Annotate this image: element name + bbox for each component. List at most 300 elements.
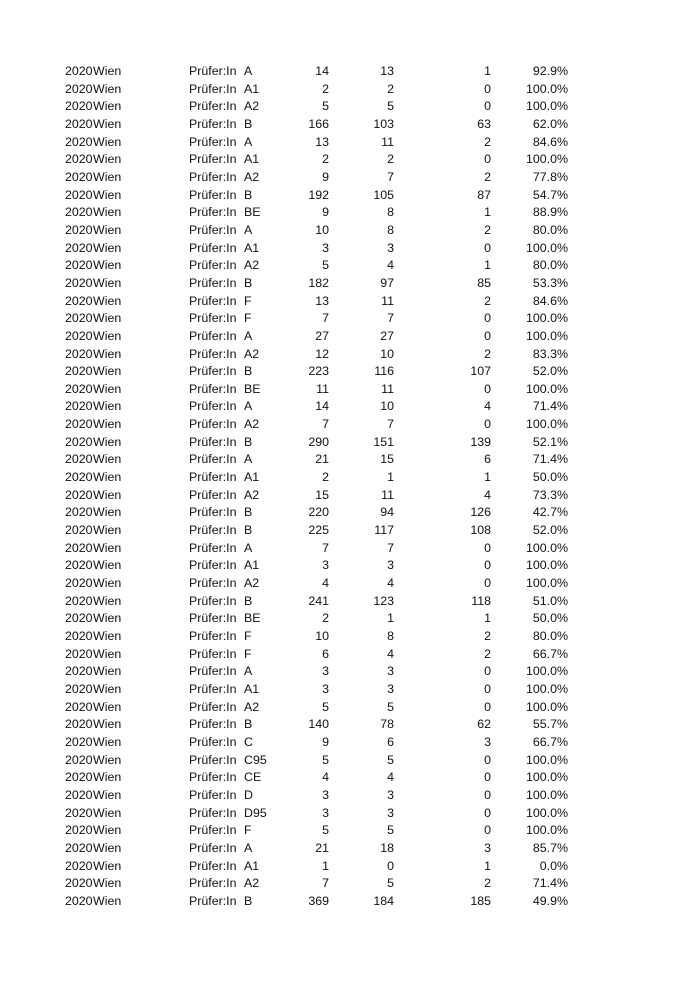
- table-row: [0, 734, 700, 752]
- city-cell: Wien: [93, 399, 122, 414]
- class-cell: A: [244, 540, 253, 555]
- year-cell: 2020: [65, 417, 93, 432]
- passed-cell: 8: [387, 629, 394, 643]
- table-row: [0, 116, 700, 134]
- table-row: [0, 434, 700, 452]
- class-cell: A1: [244, 470, 260, 485]
- passed-cell: 116: [374, 364, 394, 379]
- count-cell: 223: [308, 364, 329, 379]
- count-cell: 10: [315, 629, 329, 643]
- passed-cell: 6: [387, 734, 394, 749]
- failed-cell: 1: [484, 64, 491, 78]
- count-cell: 166: [308, 116, 329, 131]
- year-cell: 2020: [65, 487, 93, 502]
- table-row: [0, 257, 700, 275]
- rate-cell: 80.0%: [532, 629, 568, 643]
- count-cell: 14: [315, 399, 329, 414]
- rate-cell: 52.1%: [532, 434, 568, 449]
- role-cell: Prüfer:In: [189, 258, 237, 273]
- failed-cell: 0: [484, 99, 491, 114]
- role-cell: Prüfer:In: [189, 752, 237, 767]
- passed-cell: 18: [380, 840, 394, 855]
- role-cell: Prüfer:In: [189, 417, 237, 432]
- passed-cell: 5: [387, 699, 394, 714]
- rate-cell: 0.0%: [539, 858, 568, 873]
- year-cell: 2020: [65, 381, 93, 396]
- role-cell: Prüfer:In: [189, 523, 237, 538]
- city-cell: Wien: [93, 64, 122, 78]
- role-cell: Prüfer:In: [189, 293, 237, 308]
- failed-cell: 0: [484, 805, 491, 820]
- passed-cell: 11: [381, 134, 394, 149]
- city-cell: Wien: [93, 823, 122, 838]
- year-cell: 2020: [65, 205, 93, 220]
- role-cell: Prüfer:In: [189, 64, 237, 78]
- year-cell: 2020: [65, 699, 93, 714]
- count-cell: 2: [322, 470, 329, 485]
- class-cell: A1: [244, 81, 260, 96]
- rate-cell: 42.7%: [532, 505, 568, 520]
- failed-cell: 0: [484, 681, 491, 696]
- failed-cell: 1: [484, 258, 491, 273]
- year-cell: 2020: [65, 275, 93, 290]
- failed-cell: 0: [484, 752, 491, 767]
- city-cell: Wien: [93, 858, 122, 873]
- passed-cell: 5: [387, 823, 394, 838]
- rate-cell: 84.6%: [532, 134, 568, 149]
- class-cell: B: [244, 187, 253, 202]
- failed-cell: 0: [484, 576, 491, 591]
- count-cell: 7: [322, 876, 329, 891]
- class-cell: F: [244, 646, 252, 661]
- passed-cell: 97: [380, 275, 394, 290]
- class-cell: B: [244, 505, 253, 520]
- year-cell: 2020: [65, 629, 93, 643]
- passed-cell: 11: [381, 381, 394, 396]
- table-row: [0, 310, 700, 328]
- role-cell: Prüfer:In: [189, 770, 237, 785]
- rate-cell: 100.0%: [525, 770, 568, 785]
- rate-cell: 100.0%: [525, 328, 568, 343]
- table-row: [0, 328, 700, 346]
- year-cell: 2020: [65, 169, 93, 184]
- rate-cell: 66.7%: [532, 734, 568, 749]
- passed-cell: 3: [387, 805, 394, 820]
- passed-cell: 123: [373, 593, 394, 608]
- passed-cell: 7: [387, 540, 394, 555]
- table-row: [0, 151, 700, 169]
- count-cell: 3: [322, 805, 329, 820]
- count-cell: 1: [322, 858, 329, 873]
- count-cell: 12: [315, 346, 329, 361]
- table-row: [0, 222, 700, 240]
- city-cell: Wien: [93, 152, 122, 167]
- year-cell: 2020: [65, 222, 93, 237]
- failed-cell: 107: [470, 364, 491, 379]
- rate-cell: 100.0%: [525, 311, 568, 326]
- city-cell: Wien: [93, 699, 122, 714]
- role-cell: Prüfer:In: [189, 222, 237, 237]
- role-cell: Prüfer:In: [189, 646, 237, 661]
- rate-cell: 52.0%: [532, 523, 568, 538]
- rate-cell: 100.0%: [525, 576, 568, 591]
- city-cell: Wien: [93, 611, 122, 626]
- passed-cell: 7: [387, 311, 394, 326]
- passed-cell: 1: [387, 611, 394, 626]
- count-cell: 21: [315, 840, 329, 855]
- role-cell: Prüfer:In: [189, 629, 237, 643]
- count-cell: 5: [322, 823, 329, 838]
- count-cell: 5: [322, 99, 329, 114]
- class-cell: A2: [244, 169, 260, 184]
- count-cell: 5: [322, 699, 329, 714]
- count-cell: 13: [315, 293, 329, 308]
- rate-cell: 100.0%: [525, 752, 568, 767]
- role-cell: Prüfer:In: [189, 858, 237, 873]
- role-cell: Prüfer:In: [189, 664, 237, 679]
- table-row: [0, 769, 700, 787]
- failed-cell: 0: [484, 381, 491, 396]
- table-row: [0, 805, 700, 823]
- failed-cell: 0: [484, 558, 491, 573]
- table-row: [0, 787, 700, 805]
- passed-cell: 3: [387, 664, 394, 679]
- table-row: [0, 98, 700, 116]
- table-row: [0, 346, 700, 364]
- rate-cell: 73.3%: [532, 487, 568, 502]
- class-cell: B: [244, 523, 253, 538]
- failed-cell: 139: [470, 434, 491, 449]
- city-cell: Wien: [93, 470, 122, 485]
- city-cell: Wien: [93, 187, 122, 202]
- year-cell: 2020: [65, 646, 93, 661]
- failed-cell: 62: [477, 717, 491, 732]
- role-cell: Prüfer:In: [189, 893, 237, 908]
- table-row: [0, 716, 700, 734]
- passed-cell: 10: [380, 346, 394, 361]
- rate-cell: 83.3%: [532, 346, 568, 361]
- passed-cell: 7: [387, 169, 394, 184]
- rate-cell: 50.0%: [532, 611, 568, 626]
- class-cell: A2: [244, 99, 260, 114]
- table-row: [0, 540, 700, 558]
- passed-cell: 105: [373, 187, 394, 202]
- count-cell: 290: [308, 434, 329, 449]
- passed-cell: 103: [373, 116, 394, 131]
- class-cell: A: [244, 134, 253, 149]
- year-cell: 2020: [65, 787, 93, 802]
- failed-cell: 3: [484, 734, 491, 749]
- table-row: [0, 134, 700, 152]
- rate-cell: 100.0%: [525, 681, 568, 696]
- failed-cell: 0: [484, 787, 491, 802]
- count-cell: 5: [322, 752, 329, 767]
- count-cell: 6: [322, 646, 329, 661]
- class-cell: A2: [244, 876, 260, 891]
- city-cell: Wien: [93, 770, 122, 785]
- count-cell: 27: [315, 328, 329, 343]
- role-cell: Prüfer:In: [189, 364, 237, 379]
- city-cell: Wien: [93, 222, 122, 237]
- failed-cell: 1: [484, 611, 491, 626]
- city-cell: Wien: [93, 169, 122, 184]
- role-cell: Prüfer:In: [189, 81, 237, 96]
- count-cell: 140: [308, 717, 329, 732]
- table-row: [0, 293, 700, 311]
- role-cell: Prüfer:In: [189, 734, 237, 749]
- year-cell: 2020: [65, 470, 93, 485]
- count-cell: 11: [316, 381, 329, 396]
- class-cell: A1: [244, 558, 260, 573]
- year-cell: 2020: [65, 752, 93, 767]
- passed-cell: 7: [387, 417, 394, 432]
- class-cell: BE: [244, 381, 261, 396]
- rate-cell: 55.7%: [532, 717, 568, 732]
- class-cell: C: [244, 734, 253, 749]
- count-cell: 15: [315, 487, 329, 502]
- count-cell: 9: [322, 169, 329, 184]
- failed-cell: 0: [484, 417, 491, 432]
- role-cell: Prüfer:In: [189, 399, 237, 414]
- table-row: [0, 63, 700, 81]
- count-cell: 7: [322, 540, 329, 555]
- role-cell: Prüfer:In: [189, 558, 237, 573]
- passed-cell: 8: [387, 205, 394, 220]
- city-cell: Wien: [93, 346, 122, 361]
- failed-cell: 0: [484, 540, 491, 555]
- count-cell: 14: [315, 64, 329, 78]
- failed-cell: 2: [484, 346, 491, 361]
- city-cell: Wien: [93, 629, 122, 643]
- role-cell: Prüfer:In: [189, 805, 237, 820]
- count-cell: 225: [308, 523, 329, 538]
- count-cell: 5: [322, 258, 329, 273]
- city-cell: Wien: [93, 840, 122, 855]
- class-cell: A: [244, 399, 253, 414]
- failed-cell: 2: [484, 293, 491, 308]
- failed-cell: 0: [484, 328, 491, 343]
- year-cell: 2020: [65, 64, 93, 78]
- passed-cell: 8: [387, 222, 394, 237]
- count-cell: 9: [322, 205, 329, 220]
- year-cell: 2020: [65, 452, 93, 467]
- passed-cell: 15: [380, 452, 394, 467]
- count-cell: 220: [308, 505, 329, 520]
- year-cell: 2020: [65, 293, 93, 308]
- year-cell: 2020: [65, 593, 93, 608]
- city-cell: Wien: [93, 452, 122, 467]
- passed-cell: 3: [387, 787, 394, 802]
- class-cell: B: [244, 434, 253, 449]
- passed-cell: 13: [380, 64, 394, 78]
- table-row: [0, 663, 700, 681]
- role-cell: Prüfer:In: [189, 152, 237, 167]
- table-row: [0, 522, 700, 540]
- passed-cell: 2: [387, 152, 394, 167]
- passed-cell: 4: [387, 258, 394, 273]
- table-row: [0, 469, 700, 487]
- passed-cell: 4: [387, 576, 394, 591]
- rate-cell: 54.7%: [532, 187, 568, 202]
- failed-cell: 0: [484, 81, 491, 96]
- passed-cell: 3: [387, 681, 394, 696]
- class-cell: A: [244, 328, 253, 343]
- role-cell: Prüfer:In: [189, 452, 237, 467]
- table-row: [0, 699, 700, 717]
- table-row: [0, 628, 700, 646]
- city-cell: Wien: [93, 734, 122, 749]
- count-cell: 9: [322, 734, 329, 749]
- rate-cell: 100.0%: [525, 805, 568, 820]
- role-cell: Prüfer:In: [189, 876, 237, 891]
- year-cell: 2020: [65, 505, 93, 520]
- rate-cell: 100.0%: [525, 823, 568, 838]
- failed-cell: 126: [470, 505, 491, 520]
- role-cell: Prüfer:In: [189, 840, 237, 855]
- year-cell: 2020: [65, 576, 93, 591]
- role-cell: Prüfer:In: [189, 116, 237, 131]
- table-row: [0, 416, 700, 434]
- rate-cell: 100.0%: [525, 152, 568, 167]
- count-cell: 192: [308, 187, 329, 202]
- city-cell: Wien: [93, 328, 122, 343]
- failed-cell: 2: [484, 876, 491, 891]
- passed-cell: 5: [387, 876, 394, 891]
- year-cell: 2020: [65, 311, 93, 326]
- count-cell: 13: [315, 134, 329, 149]
- year-cell: 2020: [65, 240, 93, 255]
- class-cell: A1: [244, 152, 260, 167]
- role-cell: Prüfer:In: [189, 681, 237, 696]
- table-row: [0, 822, 700, 840]
- passed-cell: 0: [387, 858, 394, 873]
- class-cell: D95: [244, 805, 267, 820]
- count-cell: 3: [322, 681, 329, 696]
- table-row: [0, 575, 700, 593]
- role-cell: Prüfer:In: [189, 505, 237, 520]
- class-cell: B: [244, 717, 253, 732]
- role-cell: Prüfer:In: [189, 593, 237, 608]
- passed-cell: 94: [380, 505, 394, 520]
- rate-cell: 51.0%: [532, 593, 568, 608]
- role-cell: Prüfer:In: [189, 275, 237, 290]
- table-row: [0, 204, 700, 222]
- failed-cell: 4: [484, 487, 491, 502]
- role-cell: Prüfer:In: [189, 576, 237, 591]
- rate-cell: 100.0%: [525, 81, 568, 96]
- passed-cell: 11: [381, 293, 394, 308]
- class-cell: B: [244, 893, 253, 908]
- rate-cell: 100.0%: [525, 99, 568, 114]
- spreadsheet-table: [0, 63, 700, 911]
- city-cell: Wien: [93, 487, 122, 502]
- class-cell: A2: [244, 417, 260, 432]
- failed-cell: 6: [484, 452, 491, 467]
- rate-cell: 100.0%: [525, 540, 568, 555]
- city-cell: Wien: [93, 417, 122, 432]
- rate-cell: 100.0%: [525, 417, 568, 432]
- failed-cell: 63: [477, 116, 491, 131]
- passed-cell: 3: [387, 240, 394, 255]
- year-cell: 2020: [65, 134, 93, 149]
- count-cell: 2: [322, 81, 329, 96]
- city-cell: Wien: [93, 540, 122, 555]
- year-cell: 2020: [65, 734, 93, 749]
- count-cell: 2: [322, 611, 329, 626]
- role-cell: Prüfer:In: [189, 823, 237, 838]
- failed-cell: 2: [484, 646, 491, 661]
- passed-cell: 4: [387, 646, 394, 661]
- table-row: [0, 487, 700, 505]
- count-cell: 7: [322, 311, 329, 326]
- class-cell: A2: [244, 346, 260, 361]
- table-row: [0, 681, 700, 699]
- rate-cell: 49.9%: [532, 893, 568, 908]
- count-cell: 3: [322, 558, 329, 573]
- class-cell: A2: [244, 258, 260, 273]
- city-cell: Wien: [93, 81, 122, 96]
- table-row: [0, 169, 700, 187]
- role-cell: Prüfer:In: [189, 699, 237, 714]
- rate-cell: 71.4%: [532, 399, 568, 414]
- city-cell: Wien: [93, 876, 122, 891]
- year-cell: 2020: [65, 116, 93, 131]
- failed-cell: 0: [484, 770, 491, 785]
- rate-cell: 88.9%: [532, 205, 568, 220]
- year-cell: 2020: [65, 805, 93, 820]
- failed-cell: 85: [477, 275, 491, 290]
- year-cell: 2020: [65, 876, 93, 891]
- class-cell: BE: [244, 611, 261, 626]
- table-row: [0, 187, 700, 205]
- role-cell: Prüfer:In: [189, 240, 237, 255]
- city-cell: Wien: [93, 505, 122, 520]
- failed-cell: 108: [470, 523, 491, 538]
- city-cell: Wien: [93, 664, 122, 679]
- role-cell: Prüfer:In: [189, 169, 237, 184]
- failed-cell: 2: [484, 169, 491, 184]
- city-cell: Wien: [93, 523, 122, 538]
- rate-cell: 80.0%: [532, 258, 568, 273]
- year-cell: 2020: [65, 399, 93, 414]
- year-cell: 2020: [65, 258, 93, 273]
- failed-cell: 0: [484, 699, 491, 714]
- table-row: [0, 752, 700, 770]
- count-cell: 7: [322, 417, 329, 432]
- year-cell: 2020: [65, 81, 93, 96]
- city-cell: Wien: [93, 258, 122, 273]
- year-cell: 2020: [65, 611, 93, 626]
- rate-cell: 71.4%: [532, 452, 568, 467]
- role-cell: Prüfer:In: [189, 717, 237, 732]
- city-cell: Wien: [93, 593, 122, 608]
- rate-cell: 100.0%: [525, 787, 568, 802]
- year-cell: 2020: [65, 152, 93, 167]
- class-cell: A1: [244, 681, 260, 696]
- city-cell: Wien: [93, 893, 122, 908]
- count-cell: 21: [315, 452, 329, 467]
- class-cell: A: [244, 452, 253, 467]
- rate-cell: 53.3%: [532, 275, 568, 290]
- city-cell: Wien: [93, 646, 122, 661]
- city-cell: Wien: [93, 134, 122, 149]
- year-cell: 2020: [65, 823, 93, 838]
- passed-cell: 11: [381, 487, 394, 502]
- year-cell: 2020: [65, 187, 93, 202]
- rate-cell: 100.0%: [525, 381, 568, 396]
- rate-cell: 50.0%: [532, 470, 568, 485]
- table-row: [0, 893, 700, 911]
